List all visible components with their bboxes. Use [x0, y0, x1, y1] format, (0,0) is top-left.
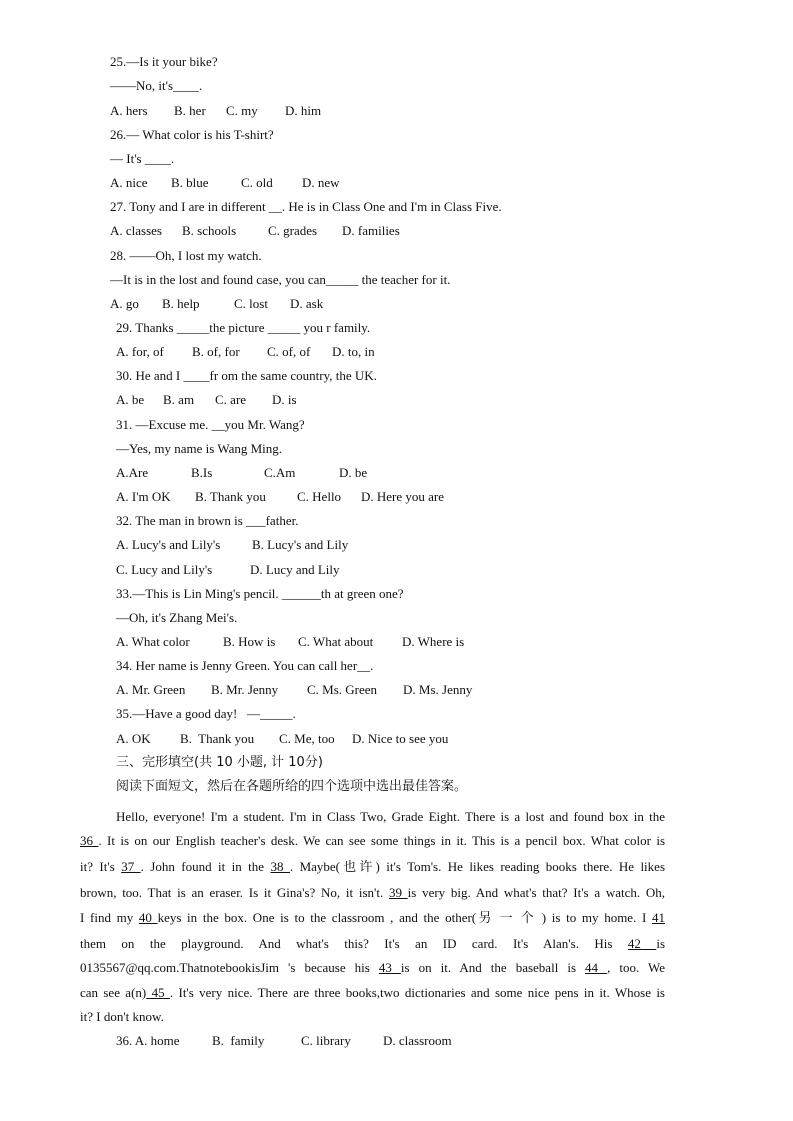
option-a: A. Lucy's and Lily's — [116, 537, 221, 552]
passage-line-8: can see a(n) 45 . It's very nice. There are three books,two dictionaries and some nice pens in it. Whose is — [80, 985, 665, 1000]
passage-line-1: Hello, everyone! I'm a student. I'm in Class Two, Grade Eight. There is a lost and found box in the — [116, 809, 665, 824]
question-32-options-2 — [116, 562, 340, 578]
question-31-stem: 31. —Excuse me. __you Mr. Wang? — [116, 417, 305, 432]
option-a: A.Are — [116, 465, 149, 480]
question-36-options — [116, 1033, 452, 1049]
option-d: D. classroom — [383, 1033, 452, 1048]
question-34-options — [116, 682, 472, 698]
option-a: A. hers — [110, 103, 148, 118]
blank-37: 37 — [121, 859, 141, 874]
option-b: B. blue — [171, 175, 209, 190]
question-33-options — [116, 634, 464, 650]
option-d: D. ask — [290, 296, 324, 311]
option-b: B. help — [162, 296, 200, 311]
option-a: A. OK — [116, 731, 151, 746]
question-26-stem: 26.— What color is his T-shirt? — [110, 127, 274, 142]
passage-line-6: them on the playground. And what's this? It's an ID card. It's Alan's. His 42 is — [80, 936, 665, 951]
question-29-stem: 29. Thanks _____the picture _____ you r family. — [116, 320, 371, 335]
question-27-stem: 27. Tony and I are in different __. He is in Class One and I'm in Class Five. — [110, 199, 502, 214]
passage-line-3: it? It's 37 . John found it in the 38 . Maybe(也许) it's Tom's. He likes reading books there. He likes — [80, 859, 666, 874]
option-b: B. Mr. Jenny — [211, 682, 279, 697]
question-31-reply: —Yes, my name is Wang Ming. — [116, 441, 283, 456]
blank-43: 43 — [378, 960, 401, 975]
option-d: D. families — [342, 223, 400, 238]
option-c: C.Am — [264, 465, 296, 480]
option-d: D. to, in — [332, 344, 375, 359]
option-b: B.Is — [191, 465, 213, 480]
blank-45: 45 — [146, 985, 170, 1000]
option-c: C. old — [241, 175, 273, 190]
option-b: B. am — [163, 392, 195, 407]
option-d: D. Ms. Jenny — [403, 682, 473, 697]
question-31-options — [116, 465, 367, 481]
question-26-reply: — It's ____. — [110, 151, 175, 166]
question-26-options — [110, 175, 340, 191]
blank-36: 36 — [80, 833, 99, 848]
option-c: C. Me, too — [279, 731, 335, 746]
option-c: C. grades — [268, 223, 318, 238]
question-34-stem: 34. Her name is Jenny Green. You can call her__. — [116, 658, 374, 673]
option-c: C. Hello — [297, 489, 342, 504]
option-c: C. lost — [234, 296, 268, 311]
blank-38: 38 — [270, 859, 290, 874]
option-c: C. Lucy and Lily's — [116, 562, 213, 577]
option-c: C. of, of — [267, 344, 311, 359]
option-b: B. Thank you — [195, 489, 266, 504]
question-25-reply: ——No, it's____. — [110, 78, 203, 93]
question-33-reply: —Oh, it's Zhang Mei's. — [116, 610, 238, 625]
passage-line-5: I find my 40 keys in the box. One is to the classroom , and the other(另 一 个 ) is to my home. I 41 — [80, 910, 665, 925]
option-b: B. of, for — [192, 344, 240, 359]
question-35-options — [116, 731, 448, 747]
question-28-reply: —It is in the lost and found case, you can_____ the teacher for it. — [110, 272, 451, 287]
question-33-stem: 33.—This is Lin Ming's pencil. ______th at green one? — [116, 586, 404, 601]
option-d: D. be — [339, 465, 368, 480]
blank-41: 41 — [652, 910, 665, 925]
option-a: A. Mr. Green — [116, 682, 186, 697]
option-a: 36. A. home — [116, 1033, 180, 1048]
option-d: D. Lucy and Lily — [250, 562, 340, 577]
question-28-options — [110, 296, 323, 312]
option-a: A. What color — [116, 634, 190, 649]
option-c: C. my — [226, 103, 258, 118]
option-a: A. nice — [110, 175, 148, 190]
blank-40: 40 — [138, 910, 158, 925]
option-c: C. library — [301, 1033, 351, 1048]
option-b: B. her — [174, 103, 206, 118]
option-d: D. Nice to see you — [352, 731, 449, 746]
section-title: 三、完形填空(共 10 小题, 计 10分) — [116, 755, 323, 770]
option-d: D. new — [302, 175, 340, 190]
question-30-stem: 30. He and I ____fr om the same country, the UK. — [116, 368, 377, 383]
blank-44: 44 — [585, 960, 608, 975]
option-d: D. is — [272, 392, 297, 407]
question-32-stem: 32. The man in brown is ___father. — [116, 513, 299, 528]
option-c: C. What about — [298, 634, 374, 649]
passage-line-9: it? I don't know. — [80, 1009, 164, 1024]
passage-line-4: brown, too. That is an eraser. Is it Gina's? No, it isn't. 39 is very big. And what's that? It's a watch. Oh, — [80, 885, 665, 900]
option-d: D. him — [285, 103, 322, 118]
option-b: B. How is — [223, 634, 276, 649]
question-28-stem: 28. ——Oh, I lost my watch. — [110, 248, 262, 263]
option-c: C. are — [215, 392, 247, 407]
option-a: A. I'm OK — [116, 489, 171, 504]
question-29-options — [116, 344, 375, 360]
question-30-options — [116, 392, 297, 408]
option-c: C. Ms. Green — [307, 682, 378, 697]
question-27-options — [110, 223, 400, 239]
option-b: B. Lucy's and Lily — [252, 537, 349, 552]
option-a: A. classes — [110, 223, 162, 238]
option-b: B. family — [212, 1033, 265, 1048]
question-31-options-2 — [116, 489, 444, 505]
option-b: B. schools — [182, 223, 237, 238]
blank-42: 42 — [627, 936, 657, 951]
section-instruction: 阅读下面短文，然后在各题所给的四个选项中选出最佳答案。 — [116, 779, 468, 794]
question-25-stem: 25.—Is it your bike? — [110, 54, 218, 69]
option-b: B. Thank you — [180, 731, 255, 746]
option-d: D. Here you are — [361, 489, 445, 504]
option-a: A. go — [110, 296, 139, 311]
question-25-options — [110, 103, 321, 119]
blank-39: 39 — [388, 885, 408, 900]
option-d: D. Where is — [402, 634, 465, 649]
question-32-options — [116, 537, 348, 553]
passage-line-7: 0135567@qq.com.ThatnotebookisJim 's because his 43 is on it. And the baseball is 44 , too. We — [80, 960, 665, 975]
option-a: A. be — [116, 392, 145, 407]
passage-line-2: 36 . It is on our English teacher's desk. We can see some things in it. This is a pencil box. What color is — [80, 833, 666, 848]
option-a: A. for, of — [116, 344, 164, 359]
question-35-stem: 35.—Have a good day! —_____. — [116, 706, 296, 721]
